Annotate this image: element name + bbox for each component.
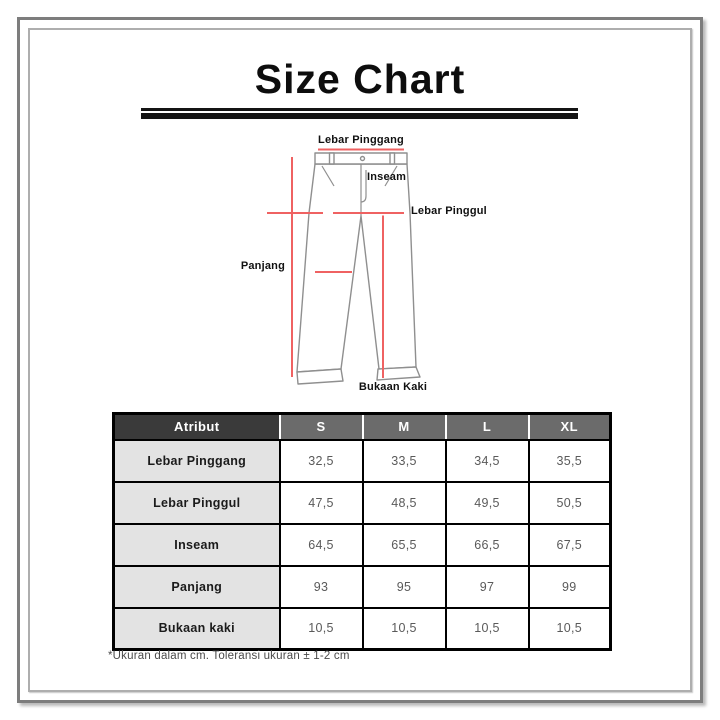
table-header-row [114,414,611,440]
cell-value: 33,5 [363,440,446,482]
belt-loop-left [330,153,335,164]
cell-value: 10,5 [446,608,529,650]
header-size-m: M [363,414,446,440]
cell-value: 64,5 [280,524,363,566]
waist-width-label: Lebar Pinggang [318,134,404,146]
row-label: Lebar Pinggang [114,440,280,482]
cell-value: 10,5 [363,608,446,650]
cell-value: 32,5 [280,440,363,482]
table-row [114,566,611,608]
table-row [114,608,611,650]
cell-value: 95 [363,566,446,608]
header-size-xl: XL [529,414,611,440]
pants-legs-outline [297,164,416,372]
waist-button [361,157,365,161]
row-label: Panjang [114,566,280,608]
cell-value: 47,5 [280,482,363,524]
pants-body [297,153,420,384]
header-attribute: Atribut [114,414,280,440]
inseam-label: Inseam [367,171,407,183]
length-label: Panjang [240,260,285,272]
cell-value: 67,5 [529,524,611,566]
table-row [114,524,611,566]
cell-value: 10,5 [280,608,363,650]
page-title: Size Chart [254,56,466,102]
table-row [114,482,611,524]
cell-value: 99 [529,566,611,608]
cell-value: 49,5 [446,482,529,524]
belt-loop-right [390,153,395,164]
divider-thick-line [141,113,578,119]
cell-value: 66,5 [446,524,529,566]
header-size-l: L [446,414,529,440]
cell-value: 65,5 [363,524,446,566]
cell-value: 35,5 [529,440,611,482]
cell-value: 50,5 [529,482,611,524]
cell-value: 10,5 [529,608,611,650]
pants-measurement-diagram [230,130,490,400]
cell-value: 34,5 [446,440,529,482]
divider-thin-line [141,108,578,111]
title-divider [141,108,578,119]
row-label: Lebar Pinggul [114,482,280,524]
size-table [112,412,612,651]
row-label: Bukaan kaki [114,608,280,650]
cell-value: 48,5 [363,482,446,524]
row-label: Inseam [114,524,280,566]
cell-value: 97 [446,566,529,608]
header-size-s: S [280,414,363,440]
measurement-footnote: *Ukuran dalam cm. Toleransi ukuran ± 1-2 cm [108,650,350,662]
leg-opening-label: Bukaan Kaki [358,381,428,393]
cell-value: 93 [280,566,363,608]
hip-width-label: Lebar Pinggul [411,205,487,217]
table-row [114,440,611,482]
